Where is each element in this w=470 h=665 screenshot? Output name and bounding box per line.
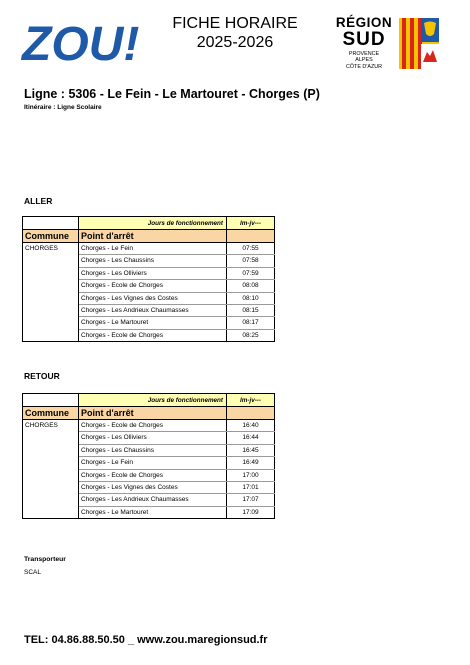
time-cell: 07:55 [227, 243, 275, 255]
aller-col-point: Point d'arrêt [79, 230, 227, 243]
retour-col-point: Point d'arrêt [79, 407, 227, 420]
commune-cell: CHORGES [23, 243, 79, 255]
zou-logo [20, 16, 155, 66]
time-cell: 08:25 [227, 329, 275, 341]
transporteur-label: Transporteur [24, 556, 66, 563]
table-row [23, 432, 275, 444]
table-row [23, 243, 275, 255]
aller-header-row-days [23, 217, 275, 230]
stop-cell: Chorges - Le Martouret [79, 506, 227, 518]
stop-cell: Chorges - Les Andrieux Chaumasses [79, 494, 227, 506]
commune-cell: CHORGES [23, 420, 79, 432]
commune-cell [23, 317, 79, 329]
table-row [23, 482, 275, 494]
stop-cell: Chorges - Ecole de Chorges [79, 329, 227, 341]
commune-cell [23, 267, 79, 279]
time-cell: 07:58 [227, 255, 275, 267]
table-row [23, 305, 275, 317]
line-title: Ligne : 5306 - Le Fein - Le Martouret - Chorges (P) [24, 87, 320, 101]
time-cell: 07:59 [227, 267, 275, 279]
commune-cell [23, 432, 79, 444]
stop-cell: Chorges - Les Vignes des Costes [79, 482, 227, 494]
table-row [23, 292, 275, 304]
time-cell: 08:10 [227, 292, 275, 304]
region-sud-logo [330, 16, 450, 72]
time-cell: 17:01 [227, 482, 275, 494]
transporteur-value: SCAL [24, 569, 41, 576]
commune-cell [23, 444, 79, 456]
table-row [23, 469, 275, 481]
region-logo-line-3: PROVENCE [348, 51, 380, 57]
table-row [23, 317, 275, 329]
table-row [23, 444, 275, 456]
time-cell: 08:17 [227, 317, 275, 329]
stop-cell: Chorges - Les Chaussins [79, 255, 227, 267]
commune-cell [23, 506, 79, 518]
time-cell: 16:45 [227, 444, 275, 456]
aller-header-row-columns [23, 230, 275, 243]
region-logo-line-2: SUD [342, 29, 386, 50]
commune-cell [23, 457, 79, 469]
region-logo-line-4: ALPES [355, 57, 373, 64]
aller-col-commune: Commune [23, 230, 79, 243]
commune-cell [23, 329, 79, 341]
commune-cell [23, 280, 79, 292]
retour-header-row-days [23, 394, 275, 407]
table-row [23, 506, 275, 518]
commune-cell [23, 292, 79, 304]
commune-cell [23, 469, 79, 481]
time-cell: 17:00 [227, 469, 275, 481]
aller-timetable [22, 216, 275, 342]
region-logo-subtitle [330, 51, 398, 70]
retour-heading: RETOUR [24, 371, 60, 381]
commune-cell [23, 494, 79, 506]
aller-col-time [227, 230, 275, 243]
retour-col-time [227, 407, 275, 420]
zou-logo-text: ZOU! [22, 18, 140, 66]
title-line-1: FICHE HORAIRE [172, 15, 298, 32]
stop-cell: Chorges - Les Andrieux Chaumasses [79, 305, 227, 317]
time-cell: 08:15 [227, 305, 275, 317]
stop-cell: Chorges - Les Vignes des Costes [79, 292, 227, 304]
region-logo-line-1: RÉGION [335, 15, 393, 30]
region-flag-icon [399, 18, 439, 69]
table-row [23, 420, 275, 432]
retour-header-blank [23, 394, 79, 407]
stop-cell: Chorges - Le Fein [79, 243, 227, 255]
region-logo-line-5: CÔTE D'AZUR [345, 63, 383, 70]
stop-cell: Chorges - Les Olliviers [79, 267, 227, 279]
stop-cell: Chorges - Le Fein [79, 457, 227, 469]
commune-cell [23, 255, 79, 267]
time-cell: 16:40 [227, 420, 275, 432]
itinerary-label: Itinéraire : Ligne Scolaire [24, 104, 102, 111]
commune-cell [23, 305, 79, 317]
stop-cell: Chorges - Le Martouret [79, 317, 227, 329]
aller-header-blank [23, 217, 79, 230]
time-cell: 17:09 [227, 506, 275, 518]
time-cell: 17:07 [227, 494, 275, 506]
table-row [23, 457, 275, 469]
table-row [23, 329, 275, 341]
time-cell: 16:44 [227, 432, 275, 444]
table-row [23, 255, 275, 267]
time-cell: 08:08 [227, 280, 275, 292]
page-title [160, 14, 310, 52]
stop-cell: Chorges - Ecole de Chorges [79, 469, 227, 481]
stop-cell: Chorges - Les Olliviers [79, 432, 227, 444]
aller-jours-label: Jours de fonctionnement [79, 217, 227, 230]
retour-col-commune: Commune [23, 407, 79, 420]
stop-cell: Chorges - Ecole de Chorges [79, 280, 227, 292]
title-line-2: 2025-2026 [196, 34, 274, 51]
table-row [23, 494, 275, 506]
aller-days-code: lm-jv--- [227, 217, 275, 230]
table-row [23, 280, 275, 292]
table-row [23, 267, 275, 279]
retour-days-code: lm-jv--- [227, 394, 275, 407]
stop-cell: Chorges - Les Chaussins [79, 444, 227, 456]
commune-cell [23, 482, 79, 494]
retour-timetable [22, 393, 275, 519]
footer-contact: TEL: 04.86.88.50.50 _ www.zou.maregionsud.fr [24, 634, 268, 646]
retour-header-row-columns [23, 407, 275, 420]
retour-jours-label: Jours de fonctionnement [79, 394, 227, 407]
aller-heading: ALLER [24, 196, 53, 206]
stop-cell: Chorges - Ecole de Chorges [79, 420, 227, 432]
time-cell: 16:49 [227, 457, 275, 469]
